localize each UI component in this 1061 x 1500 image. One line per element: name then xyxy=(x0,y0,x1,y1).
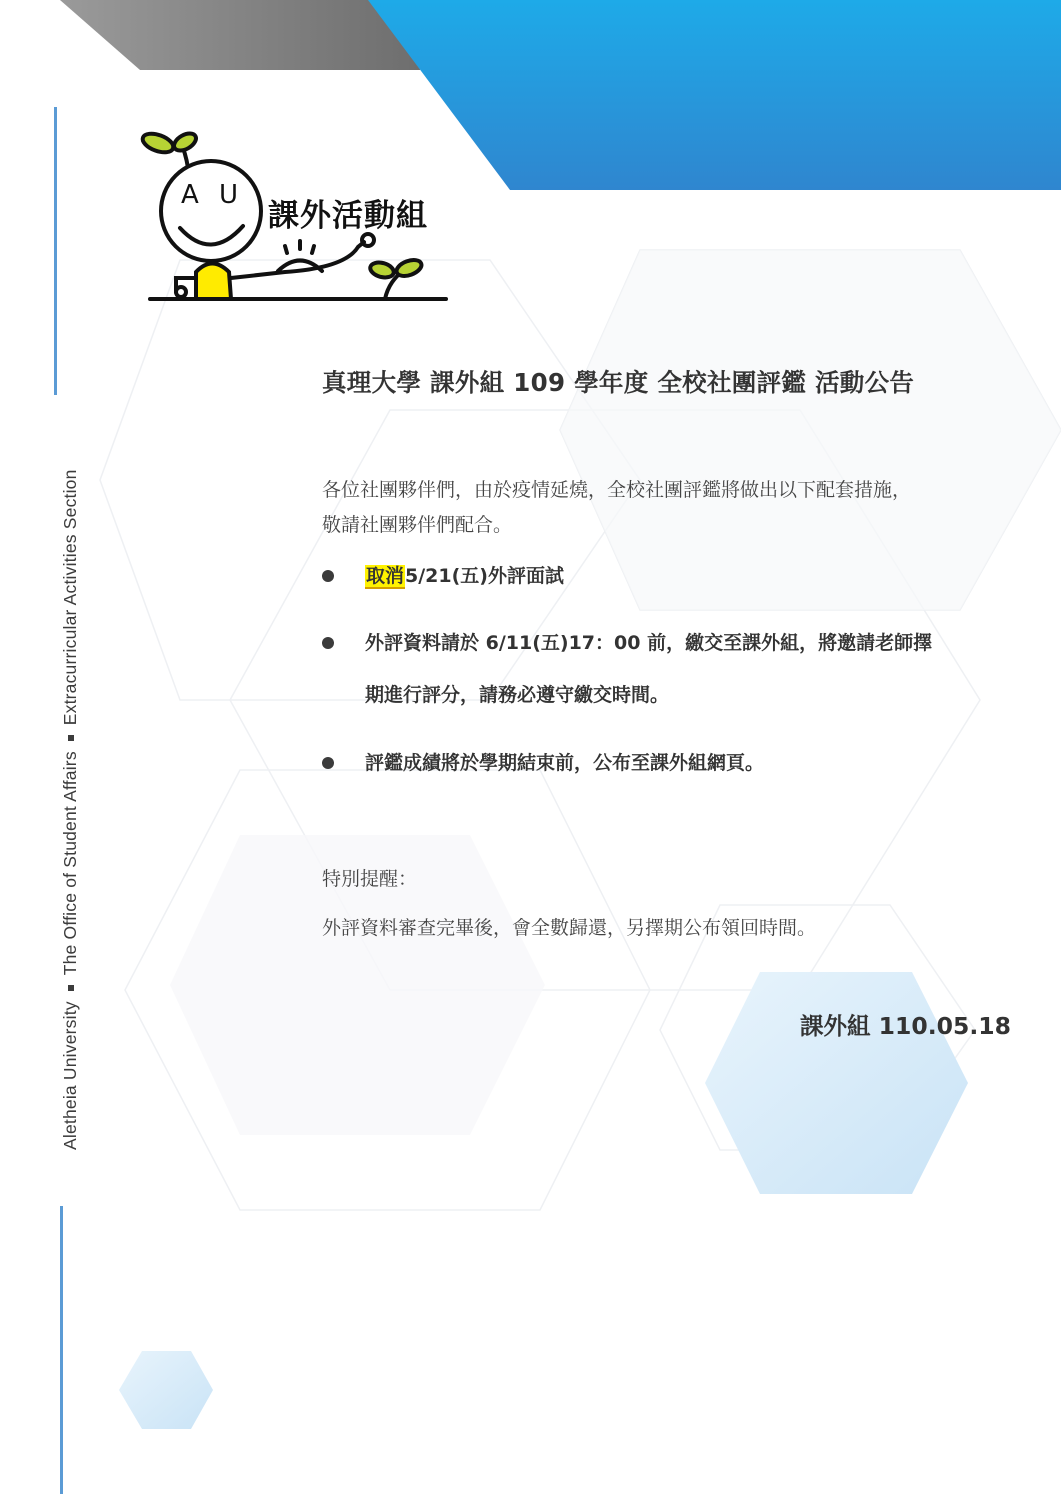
sidebar-line-top xyxy=(54,107,57,395)
bullet-dot xyxy=(322,570,334,582)
sidebar-separator xyxy=(68,985,74,991)
logo-section-name: 課外活動組 xyxy=(268,198,428,234)
cancel-highlight: 取消 xyxy=(366,565,405,587)
reminder-text: 外評資料審查完畢後，會全數歸還，另擇期公布領回時間。 xyxy=(322,917,817,939)
bullet-dot xyxy=(322,637,334,649)
bullet-2-line-1: 外評資料請於 6/11(五)17：00 前，繳交至課外組，將邀請老師擇 xyxy=(365,632,933,654)
intro-paragraph xyxy=(322,473,1002,543)
bullet-dot xyxy=(322,757,334,769)
bullet-2-line-2: 期進行評分，請務必遵守繳交時間。 xyxy=(365,684,670,706)
logo-circle-letters: A U xyxy=(181,180,245,210)
sidebar-separator xyxy=(68,735,74,741)
reminder-label: 特別提醒： xyxy=(322,868,418,890)
sidebar-university: Aletheia University xyxy=(60,1001,80,1150)
intro-line-1: 各位社團夥伴們，由於疫情延燒，全校社團評鑑將做出以下配套措施， xyxy=(322,479,912,501)
bullet-3-text: 評鑑成績將於學期結束前，公布至課外組網頁。 xyxy=(365,752,765,774)
bullet-1-text: 5/21(五)外評面試 xyxy=(405,565,564,587)
signoff-date: 課外組 110.05.18 xyxy=(800,1012,1011,1040)
header-blue-banner xyxy=(368,0,1061,190)
hexagon-large xyxy=(705,972,968,1194)
sidebar-section: Extracurricular Activities Section xyxy=(60,469,80,726)
hexagon-small xyxy=(119,1351,213,1429)
announcement-title: 真理大學 課外組 109 學年度 全校社團評鑑 活動公告 xyxy=(322,368,915,397)
intro-line-2: 敬請社團夥伴們配合。 xyxy=(322,514,513,536)
sidebar-office: The Office of Student Affairs xyxy=(60,751,80,976)
sidebar-vertical-text xyxy=(60,469,81,1150)
header-gray-banner xyxy=(60,0,420,70)
sidebar-line-bottom xyxy=(60,1206,63,1494)
